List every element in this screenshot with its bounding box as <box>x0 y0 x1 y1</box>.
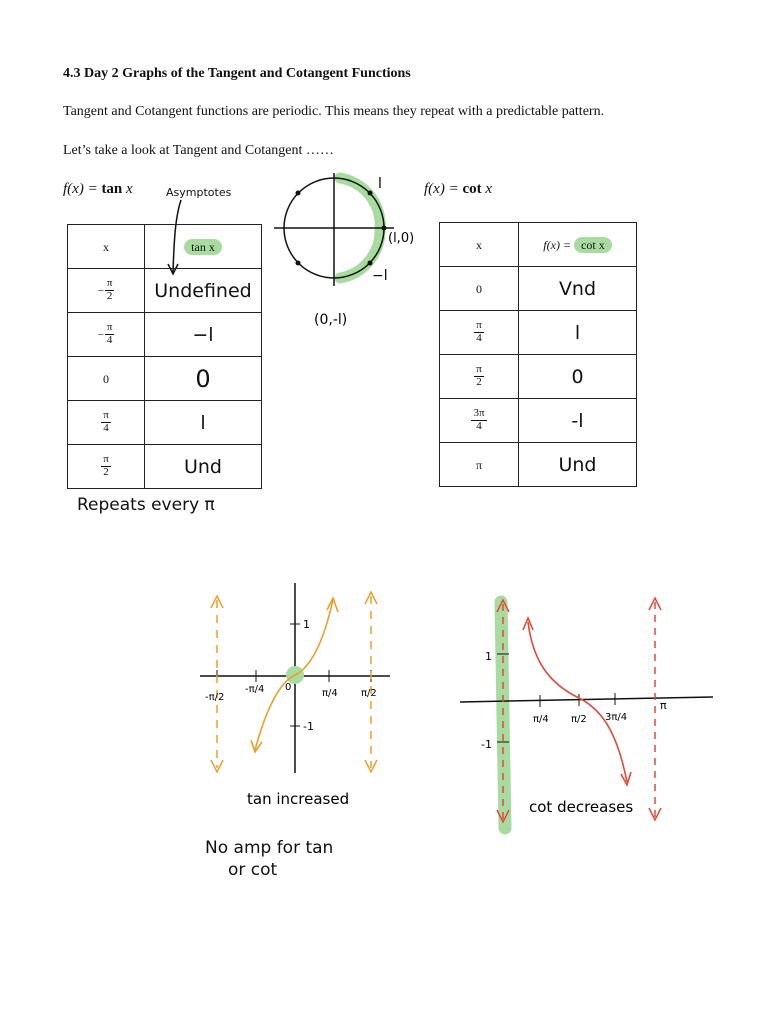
cot-curve <box>528 622 627 782</box>
tan-func-name: tan <box>101 181 123 197</box>
tan-caption: tan increased <box>247 790 350 808</box>
unit-circle-sketch <box>270 168 430 338</box>
tan-value-table <box>67 224 262 489</box>
tan-x-cell: $\frac{\pi}{2}$ <box>68 445 145 489</box>
tan-value-cell: −l <box>145 313 262 357</box>
cot-value-cell: Und <box>519 443 637 487</box>
cot-header-x: x <box>440 223 519 267</box>
tan-value-cell: Und <box>145 445 262 489</box>
cot-x-cell: 0 <box>440 267 519 311</box>
cot-value-cell: 0 <box>519 355 637 399</box>
cot-x-cell: π <box>440 443 519 487</box>
footer-note-line1: No amp for tan <box>205 838 334 858</box>
asymptotes-annotation: Asymptotes <box>166 186 232 199</box>
lead-text: Let’s take a look at Tangent and Cotangent …… <box>63 143 334 158</box>
cot-y-label: -1 <box>481 738 492 751</box>
cot-x-cell: $\frac{\pi}{2}$ <box>440 355 519 399</box>
circle-label-point: (l,0) <box>388 231 415 246</box>
tan-tick-label: π/2 <box>361 688 377 699</box>
cot-x-cell: $\frac{\pi}{4}$ <box>440 311 519 355</box>
cot-func-name: cot <box>462 181 482 197</box>
circle-label-bottom-right: −l <box>372 268 388 284</box>
cot-graph <box>455 592 717 838</box>
cot-func-prefix: f(x) = <box>424 181 463 197</box>
tan-header-f: tan x <box>145 225 262 269</box>
cot-caption: cot decreases <box>529 798 634 816</box>
repeats-note: Repeats every π <box>77 495 215 515</box>
tan-x-cell: 0 <box>68 357 145 401</box>
tan-curve <box>255 600 333 750</box>
circle-label-bottom: (0,-l) <box>314 312 348 328</box>
circle-label-top: l <box>378 176 382 192</box>
cot-header-f: f(x) = cot x <box>519 223 637 267</box>
cot-value-cell: Vnd <box>519 267 637 311</box>
tan-function-label <box>63 181 133 198</box>
tan-func-prefix: f(x) = <box>63 181 102 197</box>
cot-tick-label: 3π/4 <box>605 712 628 723</box>
tan-graph <box>195 578 395 818</box>
tan-value-cell: Undefined <box>145 269 262 313</box>
cot-tick-label: π/4 <box>533 714 549 725</box>
tan-tick-label: 0 <box>285 682 292 693</box>
cot-y-label: 1 <box>485 650 492 663</box>
cot-function-label <box>424 181 492 198</box>
tan-tick-label: -π/2 <box>205 692 225 703</box>
tan-x-cell: $\frac{\pi}{4}$ <box>68 401 145 445</box>
cot-value-table <box>439 222 637 487</box>
cot-tick-label: π <box>660 699 667 712</box>
cot-value-cell: l <box>519 311 637 355</box>
tan-value-cell: 0 <box>145 357 262 401</box>
cot-func-var: x <box>481 181 493 197</box>
cot-x-cell: $\frac{3\pi}{4}$ <box>440 399 519 443</box>
cot-tick-label: π/2 <box>571 714 587 725</box>
cot-value-cell: -l <box>519 399 637 443</box>
tan-func-var: x <box>122 181 133 197</box>
tan-x-cell: − $\frac{\pi}{2}$ <box>68 269 145 313</box>
page-title: 4.3 Day 2 Graphs of the Tangent and Cotangent Functions <box>63 66 411 81</box>
tan-tick-label: -π/4 <box>245 684 265 695</box>
tan-header-x: x <box>68 225 145 269</box>
tan-y-label: 1 <box>303 618 310 631</box>
intro-text: Tangent and Cotangent functions are periodic. This means they repeat with a predictable pattern. <box>63 104 605 119</box>
tan-tick-label: π/4 <box>322 688 338 699</box>
footer-note-line2: or cot <box>228 860 278 880</box>
tan-y-label: -1 <box>303 720 314 733</box>
tan-x-cell: − $\frac{\pi}{4}$ <box>68 313 145 357</box>
tan-value-cell: l <box>145 401 262 445</box>
